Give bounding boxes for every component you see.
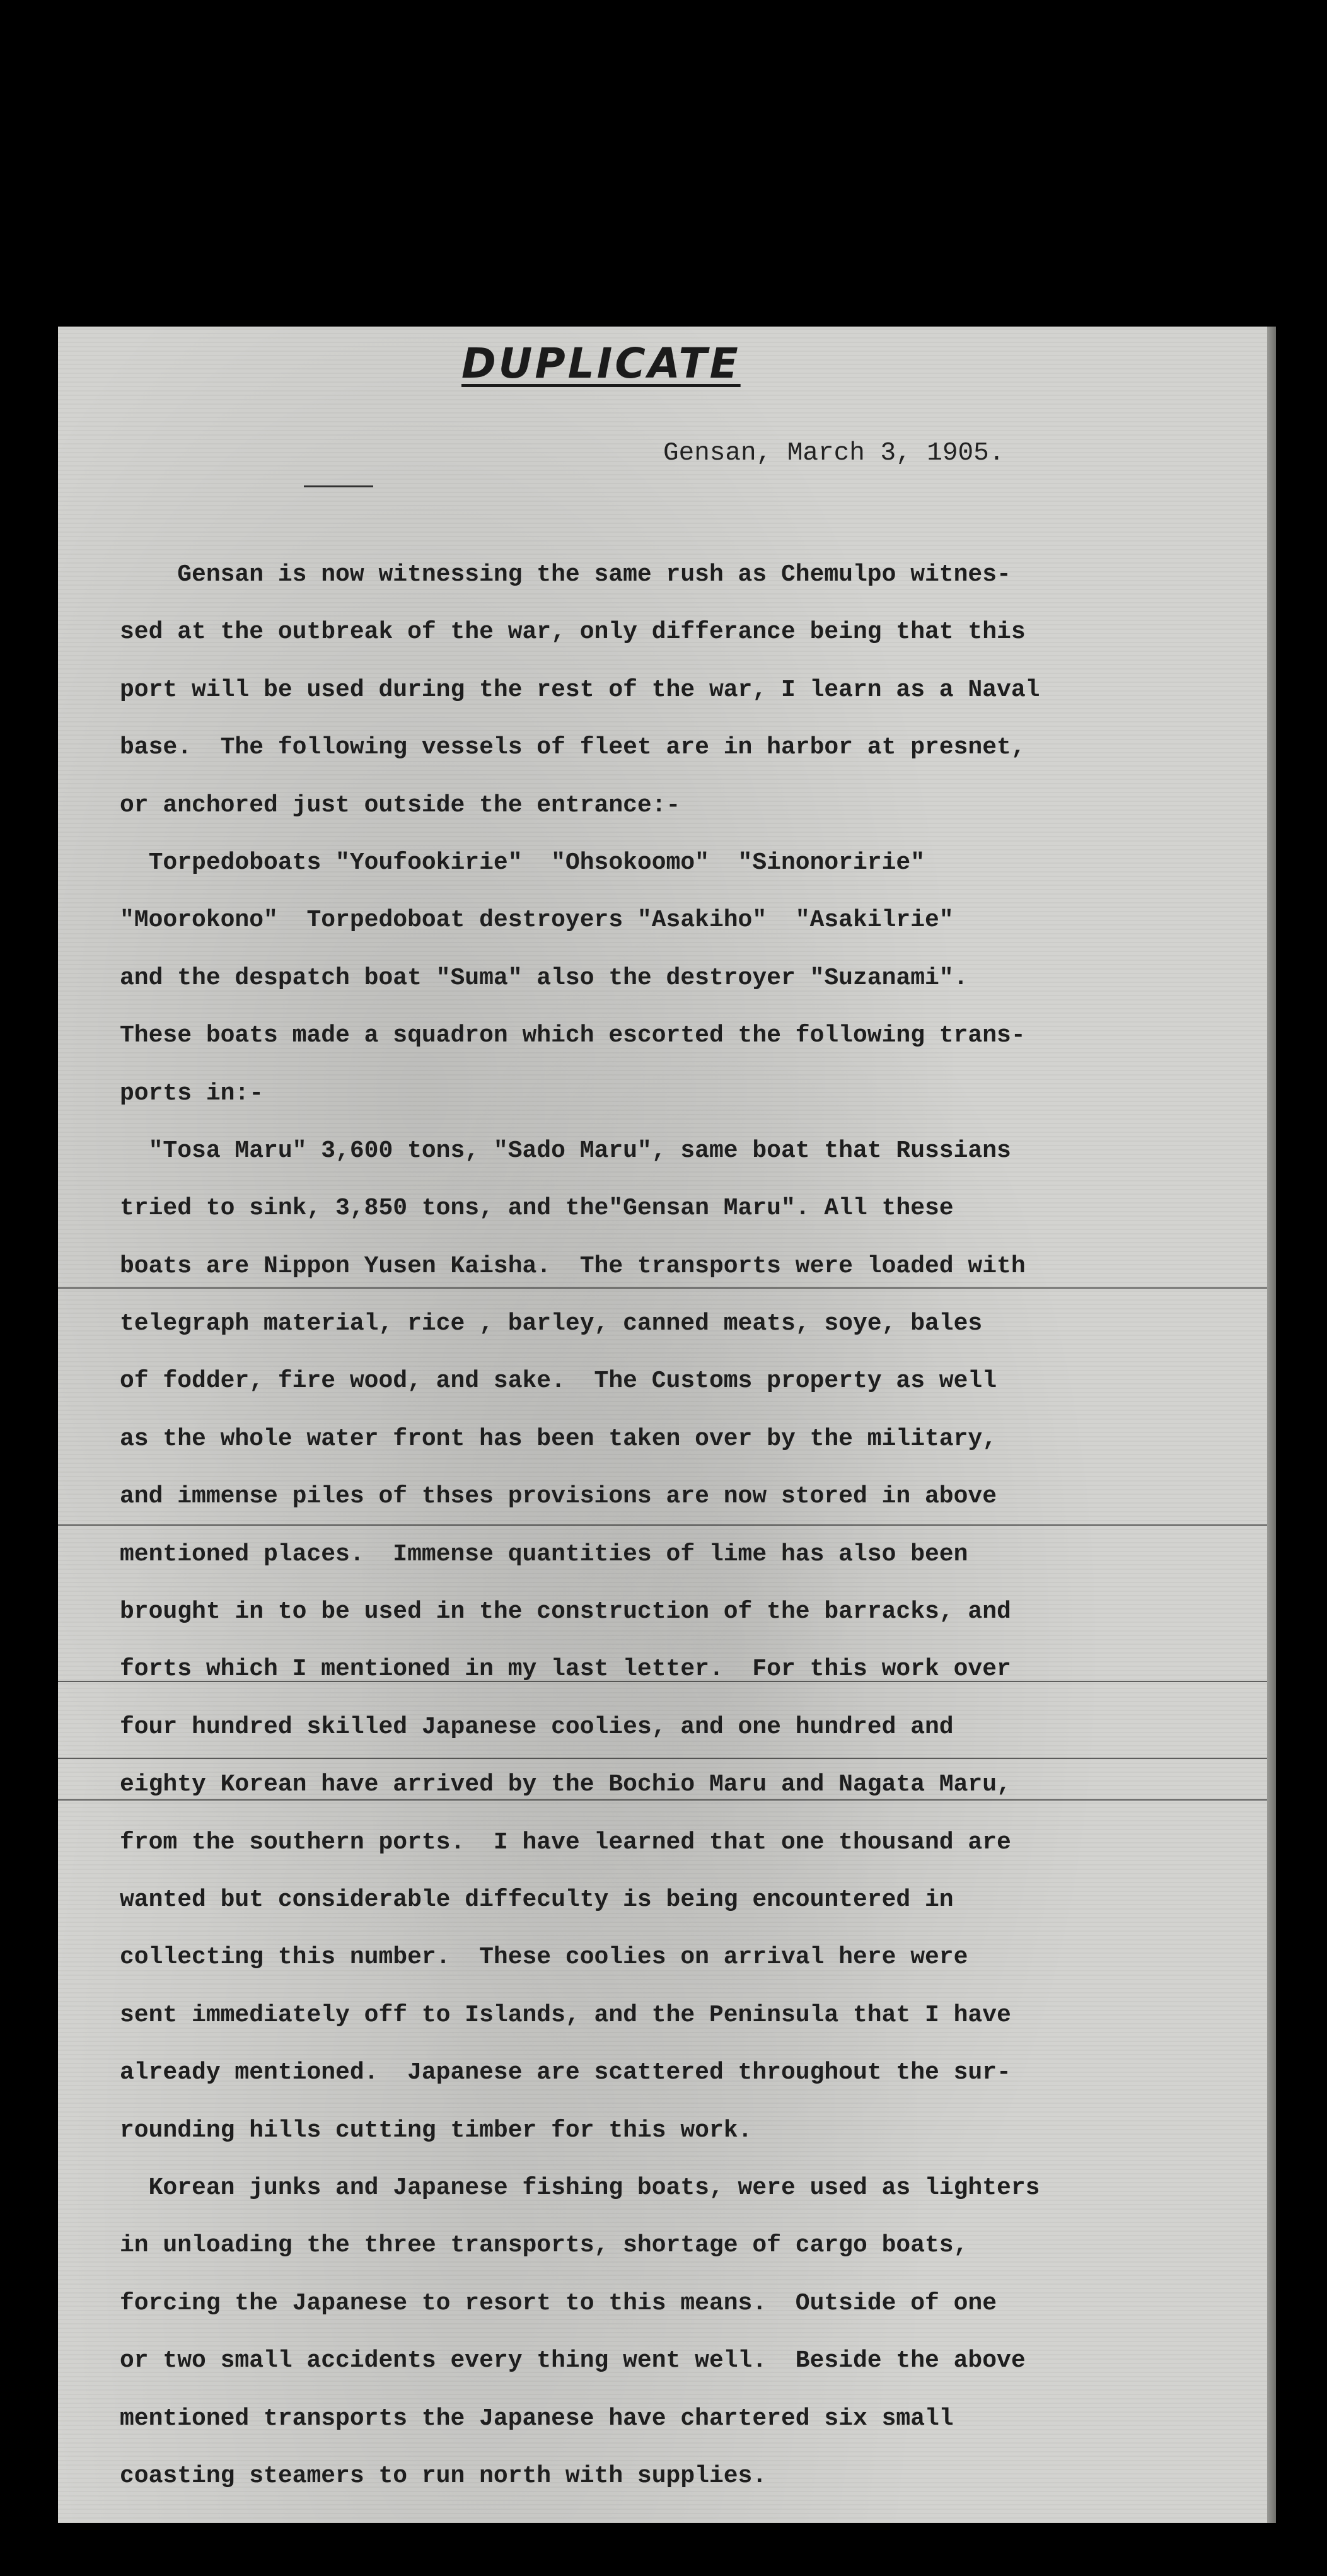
body-line: boats are Nippon Yusen Kaisha. The transports were loaded with bbox=[120, 1252, 1026, 1280]
body-line: wanted but considerable diffeculty is being encountered in bbox=[120, 1886, 954, 1913]
body-line: already mentioned. Japanese are scattered throughout the sur- bbox=[120, 2059, 1011, 2087]
body-line: These boats made a squadron which escorted the following trans- bbox=[120, 1022, 1026, 1050]
letter-body bbox=[120, 546, 1255, 2505]
body-line: mentioned places. Immense quantities of lime has also been bbox=[120, 1540, 968, 1568]
body-line: four hundred skilled Japanese coolies, and one hundred and bbox=[120, 1713, 954, 1741]
body-line: and the despatch boat "Suma" also the destroyer "Suzanami". bbox=[120, 964, 968, 992]
body-line: or anchored just outside the entrance:- bbox=[120, 791, 681, 819]
body-line: mentioned transports the Japanese have chartered six small bbox=[120, 2405, 954, 2432]
typed-letter-page bbox=[58, 327, 1276, 2523]
body-line: brought in to be used in the construction of the barracks, and bbox=[120, 1598, 1011, 1626]
pencil-mark bbox=[304, 485, 373, 487]
body-line: Torpedoboats "Youfookirie" "Ohsokoomo" "Sinonoririe" bbox=[120, 849, 925, 876]
body-line: sent immediately off to Islands, and the Peninsula that I have bbox=[120, 2001, 1011, 2029]
body-line: "Moorokono" Torpedoboat destroyers "Asakiho" "Asakilrie" bbox=[120, 907, 954, 934]
body-line: of fodder, fire wood, and sake. The Customs property as well bbox=[120, 1367, 997, 1395]
body-line: ports in:- bbox=[120, 1079, 264, 1107]
body-line: and immense piles of thses provisions are now stored in above bbox=[120, 1483, 997, 1511]
body-line: forcing the Japanese to resort to this means. Outside of one bbox=[120, 2289, 997, 2317]
body-line: Korean junks and Japanese fishing boats, were used as lighters bbox=[120, 2174, 1040, 2202]
body-line: from the southern ports. I have learned that one thousand are bbox=[120, 1828, 1011, 1856]
body-line: sed at the outbreak of the war, only differance being that this bbox=[120, 618, 1026, 646]
body-line: eighty Korean have arrived by the Bochio Maru and Nagata Maru, bbox=[120, 1771, 1011, 1799]
body-line: forts which I mentioned in my last letter. For this work over bbox=[120, 1656, 1011, 1683]
body-line: in unloading the three transports, shortage of cargo boats, bbox=[120, 2232, 968, 2260]
body-line: tried to sink, 3,850 tons, and the"Gensan Maru". All these bbox=[120, 1195, 954, 1222]
page-edge bbox=[1267, 327, 1276, 2523]
body-line: Gensan is now witnessing the same rush as Chemulpo witnes- bbox=[120, 561, 1011, 588]
dateline: Gensan, March 3, 1905. bbox=[663, 439, 1005, 468]
body-line: "Tosa Maru" 3,600 tons, "Sado Maru", same boat that Russians bbox=[120, 1137, 1011, 1164]
body-line: or two small accidents every thing went well. Beside the above bbox=[120, 2347, 1026, 2375]
duplicate-stamp: DUPLICATE bbox=[461, 339, 741, 388]
body-line: as the whole water front has been taken over by the military, bbox=[120, 1425, 997, 1453]
body-line: collecting this number. These coolies on arrival here were bbox=[120, 1944, 968, 1971]
body-line: coasting steamers to run north with supplies. bbox=[120, 2462, 767, 2490]
body-line: port will be used during the rest of the war, I learn as a Naval bbox=[120, 676, 1040, 704]
body-line: telegraph material, rice , barley, canned meats, soye, bales bbox=[120, 1310, 983, 1338]
body-line: rounding hills cutting timber for this work. bbox=[120, 2116, 753, 2144]
body-line: base. The following vessels of fleet are in harbor at presnet, bbox=[120, 734, 1026, 762]
